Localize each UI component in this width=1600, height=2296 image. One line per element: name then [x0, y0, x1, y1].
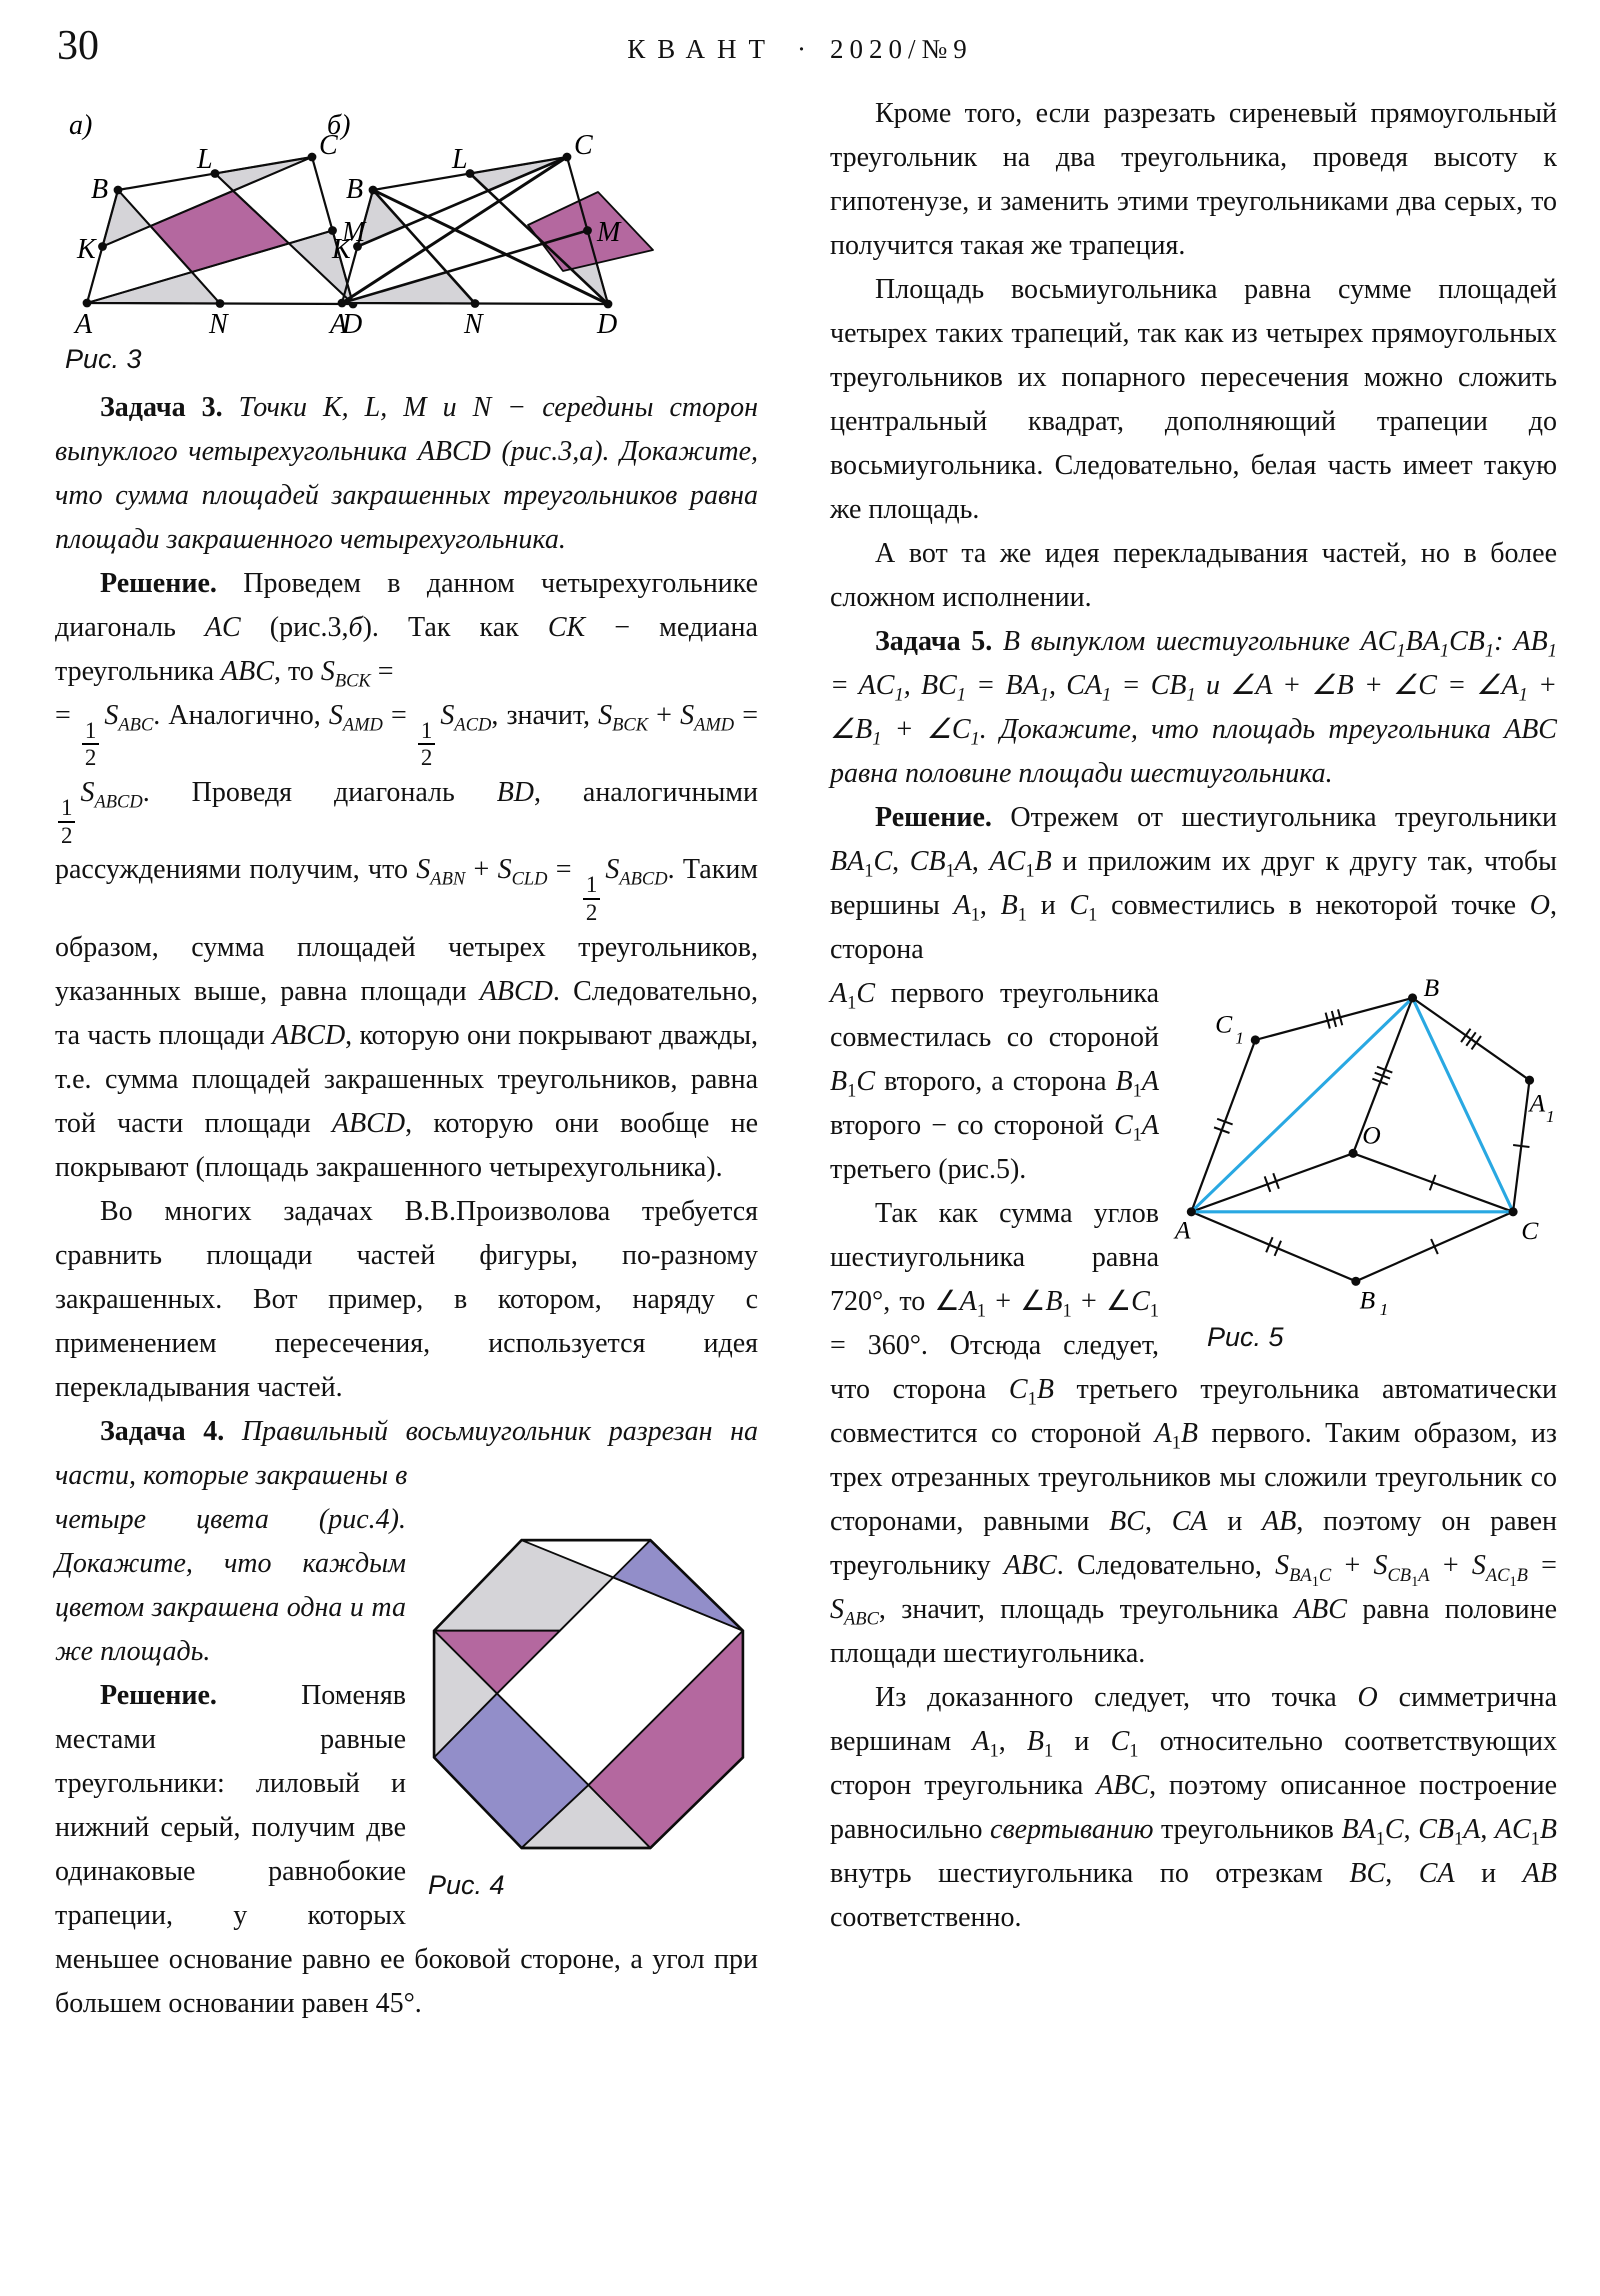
- paragraph-solution5-wrap: A B C O C 1 A 1 B 1 Рис. 5 $A_1C$ первого треугольника совместилась со стороной $B_1C$ второго, а сторона $B_1A$ второго − со стороной $C_1A$ третьего (рис.5).: [830, 972, 1557, 1192]
- vertex-label: C: [319, 130, 338, 161]
- paragraph-ploshchad: Площадь восьмиугольника равна сумме площадей четырех таких трапеций, так как из четырех прямоугольных треугольников их попарного пересечения можно сложить центральный квадрат, дополняющий трапеции до восьмиугольника. Следовательно, белая часть имеет такую же площадь.: [830, 274, 1557, 525]
- figure-3: [55, 88, 758, 376]
- fig3a: [83, 153, 358, 309]
- paragraph-krome: Кроме того, если разрезать сиреневый прямоугольный треугольник на два треугольника, проведя высоту к гипотенузе, и заменить этими треугольниками два серых, то получится такая же трапеция.: [830, 98, 1557, 261]
- figure-4: [422, 1508, 758, 1908]
- figure-5-caption: Рис. 5: [1207, 1322, 1284, 1352]
- paragraph-task3: Задача 3. Точки K, L, M и N − середины сторон выпуклого четырехугольника ABCD (рис.3,а). Докажите, что сумма площадей закрашенных треугольников равна площади закрашенного четырехугольника.: [55, 392, 758, 555]
- header-separator: ·: [797, 34, 813, 64]
- vertex-label: B: [346, 174, 364, 205]
- vertex-label: а): [69, 110, 93, 141]
- vertex-label: B: [1423, 976, 1440, 1003]
- vertex-label: 1: [1235, 1028, 1244, 1048]
- paragraph-iz-dokazannogo: Из доказанного следует, что точка O симметрична вершинам $A_1$, $B_1$ и $C_1$ относительно соответствующих сторон треугольника ABC, поэтому описанное построение равносильно свертыванию треугольников $BA_1C$, $CB_1A$, $AC_1B$ внутрь шестиугольника по отрезкам BC, CA и AB соответственно.: [830, 1682, 1558, 1933]
- vertex-label: M: [342, 217, 366, 248]
- right-column: [830, 92, 1557, 1940]
- vertex-label: A: [75, 309, 93, 340]
- vertex-label: M: [597, 217, 621, 248]
- paragraph-solution5-lead: Решение. Отрежем от шестиугольника треугольники $BA_1C$, $CB_1A$, $AC_1B$ и приложим их друг к другу так, чтобы вершины $A_1$, $B_1$ и $C_1$ совместились в некоторой точке O, сторона: [830, 802, 1558, 965]
- paragraph-task4-wrap: Рис. 4 четыре цвета (рис.4). Докажите, что каждым цветом закрашена одна и та же площадь.: [55, 1498, 758, 1674]
- figure-5-diagram: [1173, 976, 1557, 1316]
- journal-title: КВАНТ: [627, 34, 778, 64]
- vertex-label: A: [1174, 1215, 1191, 1245]
- running-head: [0, 34, 1600, 65]
- vertex-label: B: [1359, 1285, 1376, 1315]
- vertex-label: N: [464, 309, 483, 340]
- vertex-label: O: [1362, 1120, 1381, 1150]
- vertex-label: D: [597, 309, 618, 340]
- vertex-label: 1: [1545, 1107, 1555, 1127]
- vertex-label: б): [327, 110, 351, 141]
- vertex-label: K: [332, 234, 351, 265]
- vertex-label: D: [342, 309, 363, 340]
- vertex-label: L: [197, 144, 213, 175]
- vertex-label: B: [91, 174, 109, 205]
- vertex-label: A: [330, 309, 348, 340]
- vertex-label: A: [1529, 1088, 1546, 1118]
- page-number: 30: [57, 23, 99, 69]
- vertex-label: C: [1521, 1216, 1539, 1246]
- vertex-label: 1: [1379, 1300, 1389, 1316]
- paragraph-solution4: Решение. Поменяв местами равные треугольники: лиловый и нижний серый, получим две одинаковые равнобокие трапеции, у которых меньшее основание равно ее боковой стороне, а угол при большем основании равен 45°.: [55, 1679, 758, 2019]
- vertex-label: L: [452, 144, 468, 175]
- paragraph-tak-kak: Так как сумма углов шестиугольника равна 720°, то $\angle A_1$ + $\angle B_1$ + $\angle C_1 = 360^\circ$. Отсюда следует, что сторона $C_1B$ третьего треугольника автоматически совместится со стороной $A_1B$ первого. Таким образом, из трех отрезанных треугольников мы сложили треугольник со сторонами, равными BC, CA и AB, поэтому он равен треугольнику ABC. Следовательно, $S_{BA_1C} + S_{CB_1A} + S_{AC_1B} = S_{ABC}$, значит, площадь треугольника ABC равна половине площади шестиугольника.: [830, 1198, 1558, 1669]
- figure-3-diagram: [55, 88, 755, 340]
- paragraph-task5: Задача 5. В выпуклом шестиугольнике $AC_1BA_1CB_1$: $AB_1 = AC_1$, $BC_1 = BA_1$, $CA_1 = CB_1$ и ∠A + ∠B + ∠C = $\angle A_1$ + $\angle B_1$ + $\angle C_1$. Докажите, что площадь треугольника ABC равна половине площади шестиугольника.: [830, 626, 1558, 789]
- issue-number: 2020/№9: [830, 34, 973, 64]
- figure-5: [1173, 976, 1557, 1360]
- figure-4-caption: Рис. 4: [428, 1869, 505, 1900]
- paragraph-avot: А вот та же идея перекладывания частей, но в более сложном исполнении.: [830, 538, 1557, 613]
- vertex-label: K: [77, 234, 96, 265]
- left-column: [55, 84, 758, 2026]
- vertex-label: N: [209, 309, 228, 340]
- vertex-label: C: [1215, 1009, 1233, 1039]
- paragraph-task4-lead: Задача 4. Правильный восьмиугольник разрезан на части, которые закрашены в: [55, 1415, 758, 1491]
- vertex-label: C: [574, 130, 593, 161]
- figure-4-diagram: [422, 1508, 758, 1860]
- paragraph-proizvolov: Во многих задачах В.В.Произволова требуется сравнить площади частей фигуры, по-разному закрашенных. Вот пример, в котором, наряду с применением пересечения, используется идея перекладывания частей.: [55, 1195, 758, 1403]
- figure-3-caption: Рис. 3: [65, 344, 142, 374]
- paragraph-solution3: Решение. Проведем в данном четырехугольнике диагональ AC (рис.3,б). Так как CK − медиана треугольника ABC, то $S_{BCK}$ = = $\frac{1}{2}$ $S_{ABC}$. Аналогично, $S_{AMD}$ = $\frac{1}{2}$ $S_{ACD}$, значит, $S_{BCK} + S_{AMD}$ = $\frac{1}{2}$ $S_{ABCD}$. Проведя диагональ BD, аналогичными рассуждениями получим, что $S_{ABN} + S_{CLD}$ = $\frac{1}{2}$ $S_{ABCD}$. Таким образом, сумма площадей четырех треугольников, указанных выше, равна площади ABCD. Следовательно, та часть площади ABCD, которую они покрывают дважды, т.е. сумма площадей закрашенных треугольников, равна той части площади ABCD, которую они вообще не покрывают (площадь закрашенного четырехугольника).: [55, 568, 759, 1183]
